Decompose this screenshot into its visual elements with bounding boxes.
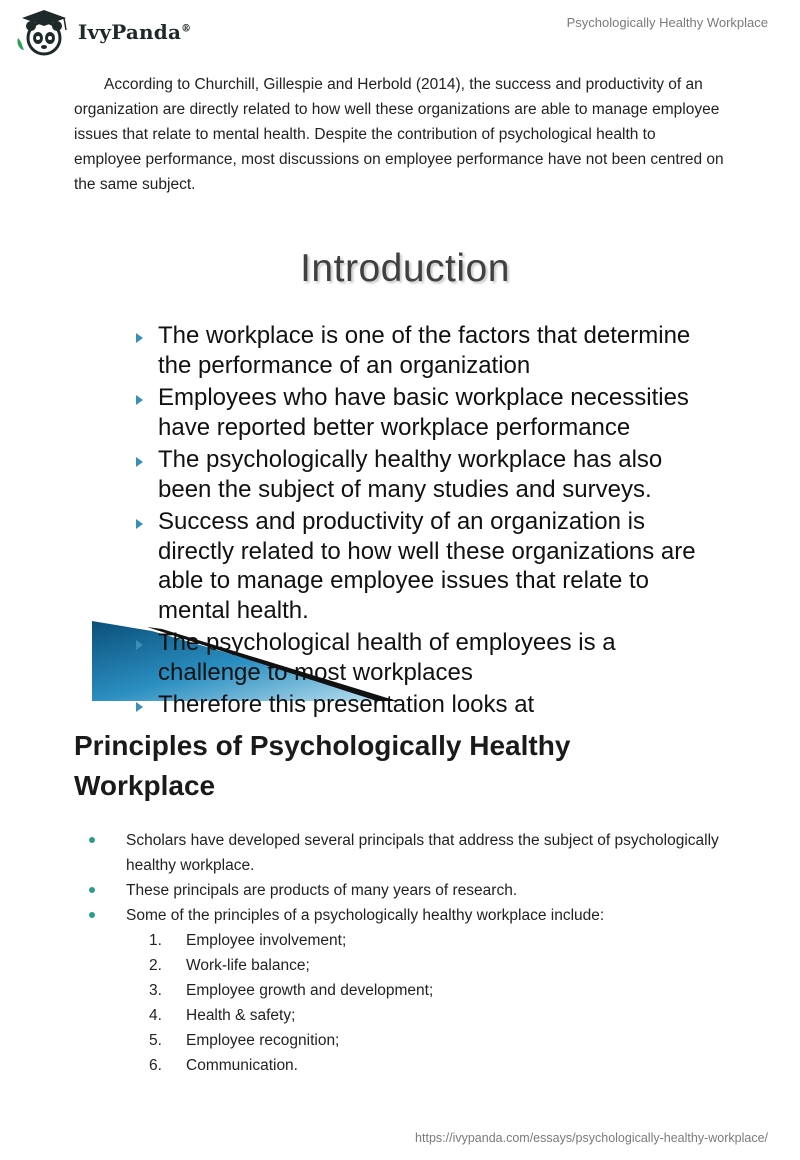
running-head: Psychologically Healthy Workplace xyxy=(566,15,768,30)
list-item: These principals are products of many years of research. xyxy=(86,878,726,903)
source-url-link[interactable]: https://ivypanda.com/essays/psychologically-healthy-workplace/ xyxy=(415,1131,768,1145)
slide-bullet-list xyxy=(136,321,716,723)
list-item: Scholars have developed several principals that address the subject of psychologically healthy workplace. xyxy=(86,828,726,878)
slide-bullet: Therefore this presentation looks at xyxy=(136,690,716,720)
triangle-bullet-icon xyxy=(136,702,143,712)
principle-item: 1. Employee involvement; xyxy=(149,932,347,949)
triangle-bullet-icon xyxy=(136,457,143,467)
ivypanda-logo[interactable] xyxy=(14,8,204,56)
principles-bullet-list xyxy=(86,828,726,1078)
section-heading: Principles of Psychologically Healthy Workplace xyxy=(74,730,571,801)
principle-item: 5. Employee recognition; xyxy=(149,1032,340,1049)
slide-bullet: The workplace is one of the factors that determine the performance of an organization xyxy=(136,321,716,380)
bullet-dot-icon xyxy=(89,887,95,893)
triangle-bullet-icon xyxy=(136,640,143,650)
slide-bullet: Employees who have basic workplace necessities have reported better workplace performance xyxy=(136,383,716,442)
triangle-bullet-icon xyxy=(136,333,143,343)
principle-item: 6. Communication. xyxy=(149,1057,298,1074)
triangle-bullet-icon xyxy=(136,395,143,405)
page-header xyxy=(0,0,800,70)
triangle-bullet-icon xyxy=(136,519,143,529)
panda-graduate-icon xyxy=(14,8,78,56)
slide-bullet: The psychologically healthy workplace has also been the subject of many studies and surveys. xyxy=(136,445,716,504)
bullet-dot-icon xyxy=(89,837,95,843)
slide-title: Introduction xyxy=(300,247,510,290)
principle-item: 2. Work-life balance; xyxy=(149,957,310,974)
list-item: Some of the principles of a psychologically healthy workplace include: 1. Employee involvement; 2. Work-life balance; 3. Employee growth and development; 4. Health & safety; 5. Employee recognition; 6. Communication. xyxy=(86,903,726,1078)
intro-paragraph: According to Churchill, Gillespie and Herbold (2014), the success and productivity of an organization are directly related to how well these organizations are able to manage employee issues that relate to mental health. Despite the contribution of psychological health to employee performance, most discussions on employee performance have not been centred on the same subject. xyxy=(74,76,724,193)
slide-bullet: Success and productivity of an organization is directly related to how well these organizations are able to manage employee issues that relate to mental health. xyxy=(136,507,716,625)
principle-item: 4. Health & safety; xyxy=(149,1007,296,1024)
introduction-slide-image xyxy=(92,233,718,718)
bullet-dot-icon xyxy=(89,912,95,918)
brand-name: IvyPanda® xyxy=(78,20,192,44)
principle-item: 3. Employee growth and development; xyxy=(149,982,434,999)
principles-numbered-list xyxy=(126,928,726,1078)
slide-bullet: The psychological health of employees is a challenge to most workplaces xyxy=(136,628,716,687)
